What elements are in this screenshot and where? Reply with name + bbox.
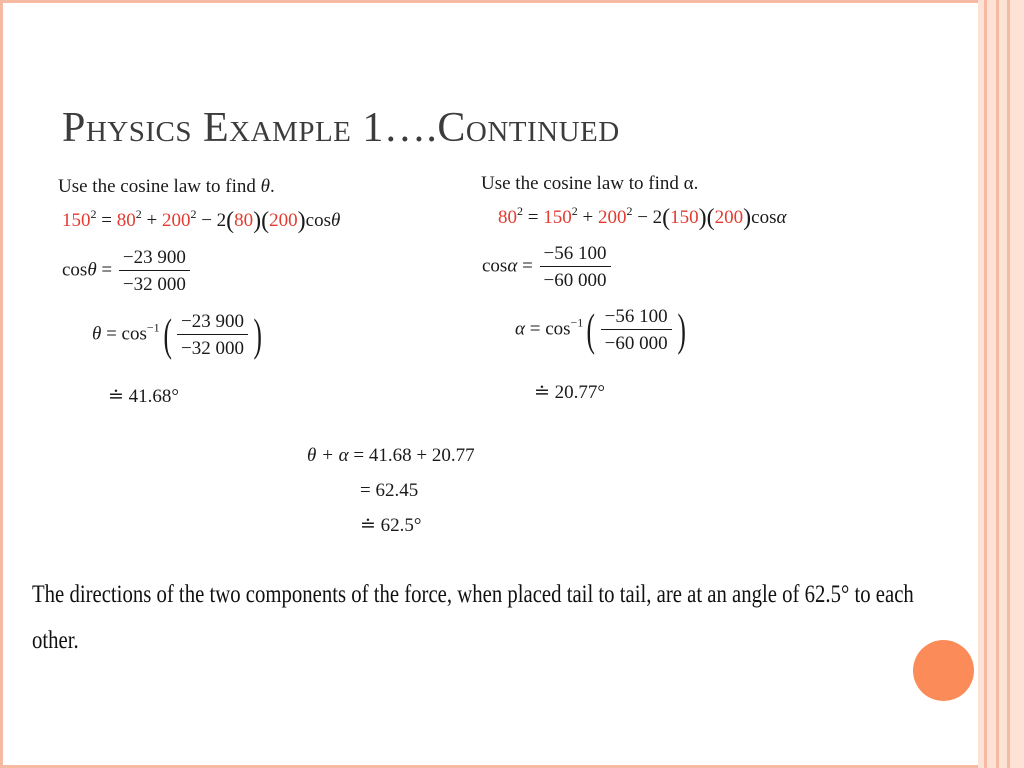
sum-line-1: θ + α = 41.68 + 20.77	[307, 445, 475, 466]
right-equation-3: $\alpha = \cos^{-1}$( $\frac{-56 100}{-60 000}$ )	[515, 304, 686, 355]
right-intro: Use the cosine law to find α.	[481, 173, 699, 194]
left-equation-2: cosθ = $\frac{-23 900}{-32 000}$	[62, 248, 192, 294]
right-result: ≐ 20.77°	[534, 382, 606, 403]
decorative-stripes	[978, 0, 1024, 768]
right-equation-2: cosα = $\frac{-56 100}{-60 000}$	[482, 244, 613, 290]
left-intro: Use the cosine law to find θ.	[58, 176, 275, 197]
decorative-circle	[913, 640, 974, 701]
slide-border-left	[0, 0, 3, 768]
left-result: ≐ 41.68°	[108, 386, 180, 407]
fraction: $\frac{-56 100}{-60 000}$	[601, 307, 672, 353]
right-equation-1: $80^2 = 150^2 + 200^2 - 2(150)(200)\cos\alpha$	[498, 204, 787, 231]
sum-line-2: = 62.45	[360, 480, 419, 501]
conclusion-text	[32, 572, 914, 664]
sum-line-3: ≐ 62.5°	[360, 515, 422, 536]
fraction: $\frac{-23 900}{-32 000}$	[119, 248, 190, 294]
slide-title: Physics Example 1….Continued	[62, 105, 620, 151]
left-equation-3: $\theta = \cos^{-1}$( $\frac{-23 900}{-32 000}$ )	[92, 309, 262, 360]
fraction: $\frac{-23 900}{-32 000}$	[177, 312, 248, 358]
slide-border-top	[0, 0, 1024, 3]
fraction: $\frac{-56 100}{-60 000}$	[540, 244, 611, 290]
left-equation-1: $150^2 = 80^2 + 200^2 - 2(80)(200)\cos\theta$	[62, 207, 341, 234]
conclusion-line-1: The directions of the two components of the force, when placed tail to tail, are at an angle of 62.5° to each	[32, 581, 914, 608]
conclusion-line-2: other.	[32, 627, 79, 654]
